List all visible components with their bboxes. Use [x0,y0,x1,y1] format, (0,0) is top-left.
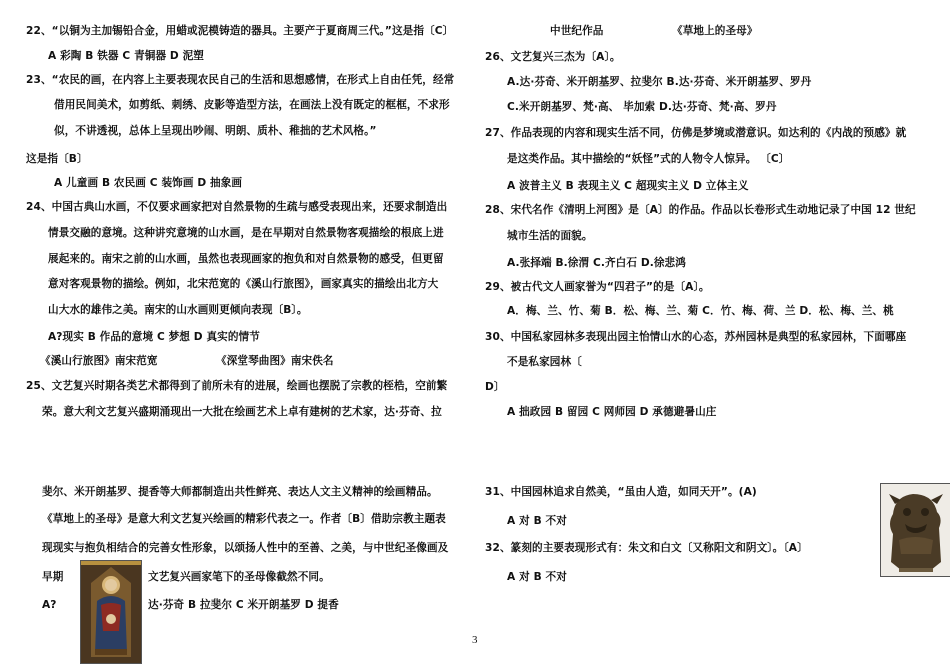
question-23-options: A 儿童画 B 农民画 C 装饰画 D 抽象画 [54,177,243,189]
question-31-options: A 对 B 不对 [507,515,567,527]
question-25-line-3: 斐尔、米开朗基罗、提香等大师都制造出共性鲜亮、表达人文主义精神的绘画精品。 [42,486,438,498]
question-26-options-1: A.达·芬奇、米开朗基罗、拉斐尔 B.达·芬奇、米开朗基罗、罗丹 [507,76,812,88]
question-24-line-4: 意对客观景物的描绘。例如，北宋范宽的《溪山行旅图》，画家真实的描绘出北方大 [48,278,439,290]
question-25-line-6b: 文艺复兴画家笔下的圣母像截然不同。 [148,571,330,583]
question-25-options: 达·芬奇 B 拉斐尔 C 米开朗基罗 D 提香 [148,599,339,611]
question-23-line-3: 似，不讲透视，总体上呈现出吵闹、明朗、质朴、稚拙的艺术风格。” [54,125,377,137]
question-25-line-4: 《草地上的圣母》是意大利文艺复兴绘画的精彩代表之一。作者〔B〕借助宗教主题表 [42,513,446,525]
painting-caption-xishan: 《溪山行旅图》南宋范宽 [40,355,158,367]
question-22: 22、“以铜为主加锡铅合金，用蜡或泥模铸造的器具。主要产于夏商周三代。”这是指〔C〕 [26,25,454,37]
question-31: 31、中国园林追求自然美，“虽由人造，如同天开”。(A) [485,486,757,498]
page-number: 3 [472,634,478,646]
bronze-lion-image [880,483,950,577]
question-28-options: A.张择端 B.徐渭 C.齐白石 D.徐悲鸿 [507,257,686,269]
question-29-options: A．梅、兰、竹、菊 B．松、梅、兰、菊 C．竹、梅、荷、兰 D．松、梅、兰、桃 [507,305,894,317]
question-30-line-2: 不是私家园林〔 [507,356,582,368]
caption-madonna-meadow: 《草地上的圣母》 [672,25,758,37]
question-27-options: A 波普主义 B 表现主义 C 超现实主义 D 立体主义 [507,180,749,192]
question-22-options: A 彩陶 B 铁器 C 青铜器 D 泥塑 [48,50,205,62]
question-32: 32、篆刻的主要表现形式有：朱文和白文〔又称阳文和阴文〕。〔A〕 [485,542,808,554]
question-24-line-1: 24、中国古典山水画，不仅要求画家把对自然景物的生疏与感受表现出来，还要求制造出 [26,201,448,213]
question-23-answer: 这是指〔B〕 [26,153,88,165]
question-28-line-1: 28、宋代名作《清明上河图》是〔A〕的作品。作品以长卷形式生动地记录了中国 12 世纪 [485,204,916,216]
question-30-line-3: D〕 [485,381,505,393]
madonna-painting-image [80,560,142,664]
question-25-options-prefix: A? [42,599,57,611]
caption-medieval: 中世纪作品 [550,25,604,37]
question-26-options-2: C.米开朗基罗、梵·高、 毕加索 D.达·芬奇、梵·高、罗丹 [507,101,777,113]
question-26: 26、文艺复兴三杰为〔A〕。 [485,51,621,63]
question-25-line-2: 荣。意大利文艺复兴盛期涌现出一大批在绘画艺术上卓有建树的艺术家，达·芬奇、拉 [42,406,442,418]
question-32-options: A 对 B 不对 [507,571,567,583]
question-28-line-2: 城市生活的面貌。 [507,230,593,242]
question-25-line-6a: 早期 [42,571,64,583]
question-30-line-1: 30、中国私家园林多表现出园主怡情山水的心态，苏州园林是典型的私家园林，下面哪座 [485,331,907,343]
question-27-line-2: 是这类作品。其中描绘的“妖怪”式的人物令人惊异。 〔C〕 [507,153,790,165]
question-23-line-2: 借用民间美术，如剪纸、刺绣、皮影等造型方法，在画法上没有既定的框框，不求形 [54,99,450,111]
question-25-line-5: 现现实与抱负相结合的完善女性形象，以颂扬人性中的至善、之美，与中世纪圣像画及 [42,542,449,554]
question-24-line-3: 展起来的。南宋之前的山水画，虽然也表现画家的抱负和对自然景物的感受，但更留 [48,253,444,265]
question-24-line-2: 情景交融的意境。这种讲究意境的山水画，是在早期对自然景物客观描绘的根底上进 [48,227,444,239]
question-29: 29、被古代文人画家誉为“四君子”的是〔A〕。 [485,281,710,293]
question-30-options: A 拙政园 B 留园 C 网师园 D 承德避暑山庄 [507,406,717,418]
question-24-options: A?现实 B 作品的意境 C 梦想 D 真实的情节 [48,331,260,343]
question-25-line-1: 25、文艺复兴时期各类艺术都得到了前所未有的进展，绘画也摆脱了宗教的桎梏，空前繁 [26,380,448,392]
painting-caption-shentang: 《深堂琴曲图》南宋佚名 [216,355,334,367]
question-24-line-5: 山大水的雄伟之美。南宋的山水画则更倾向表现〔B〕。 [48,304,308,316]
question-27-line-1: 27、作品表现的内容和现实生活不同，仿佛是梦境或潜意识。如达利的《内战的预感》就 [485,127,907,139]
question-23-line-1: 23、“农民的画，在内容上主要表现农民自己的生活和思想感情，在形式上自由任凭，经常 [26,74,455,86]
